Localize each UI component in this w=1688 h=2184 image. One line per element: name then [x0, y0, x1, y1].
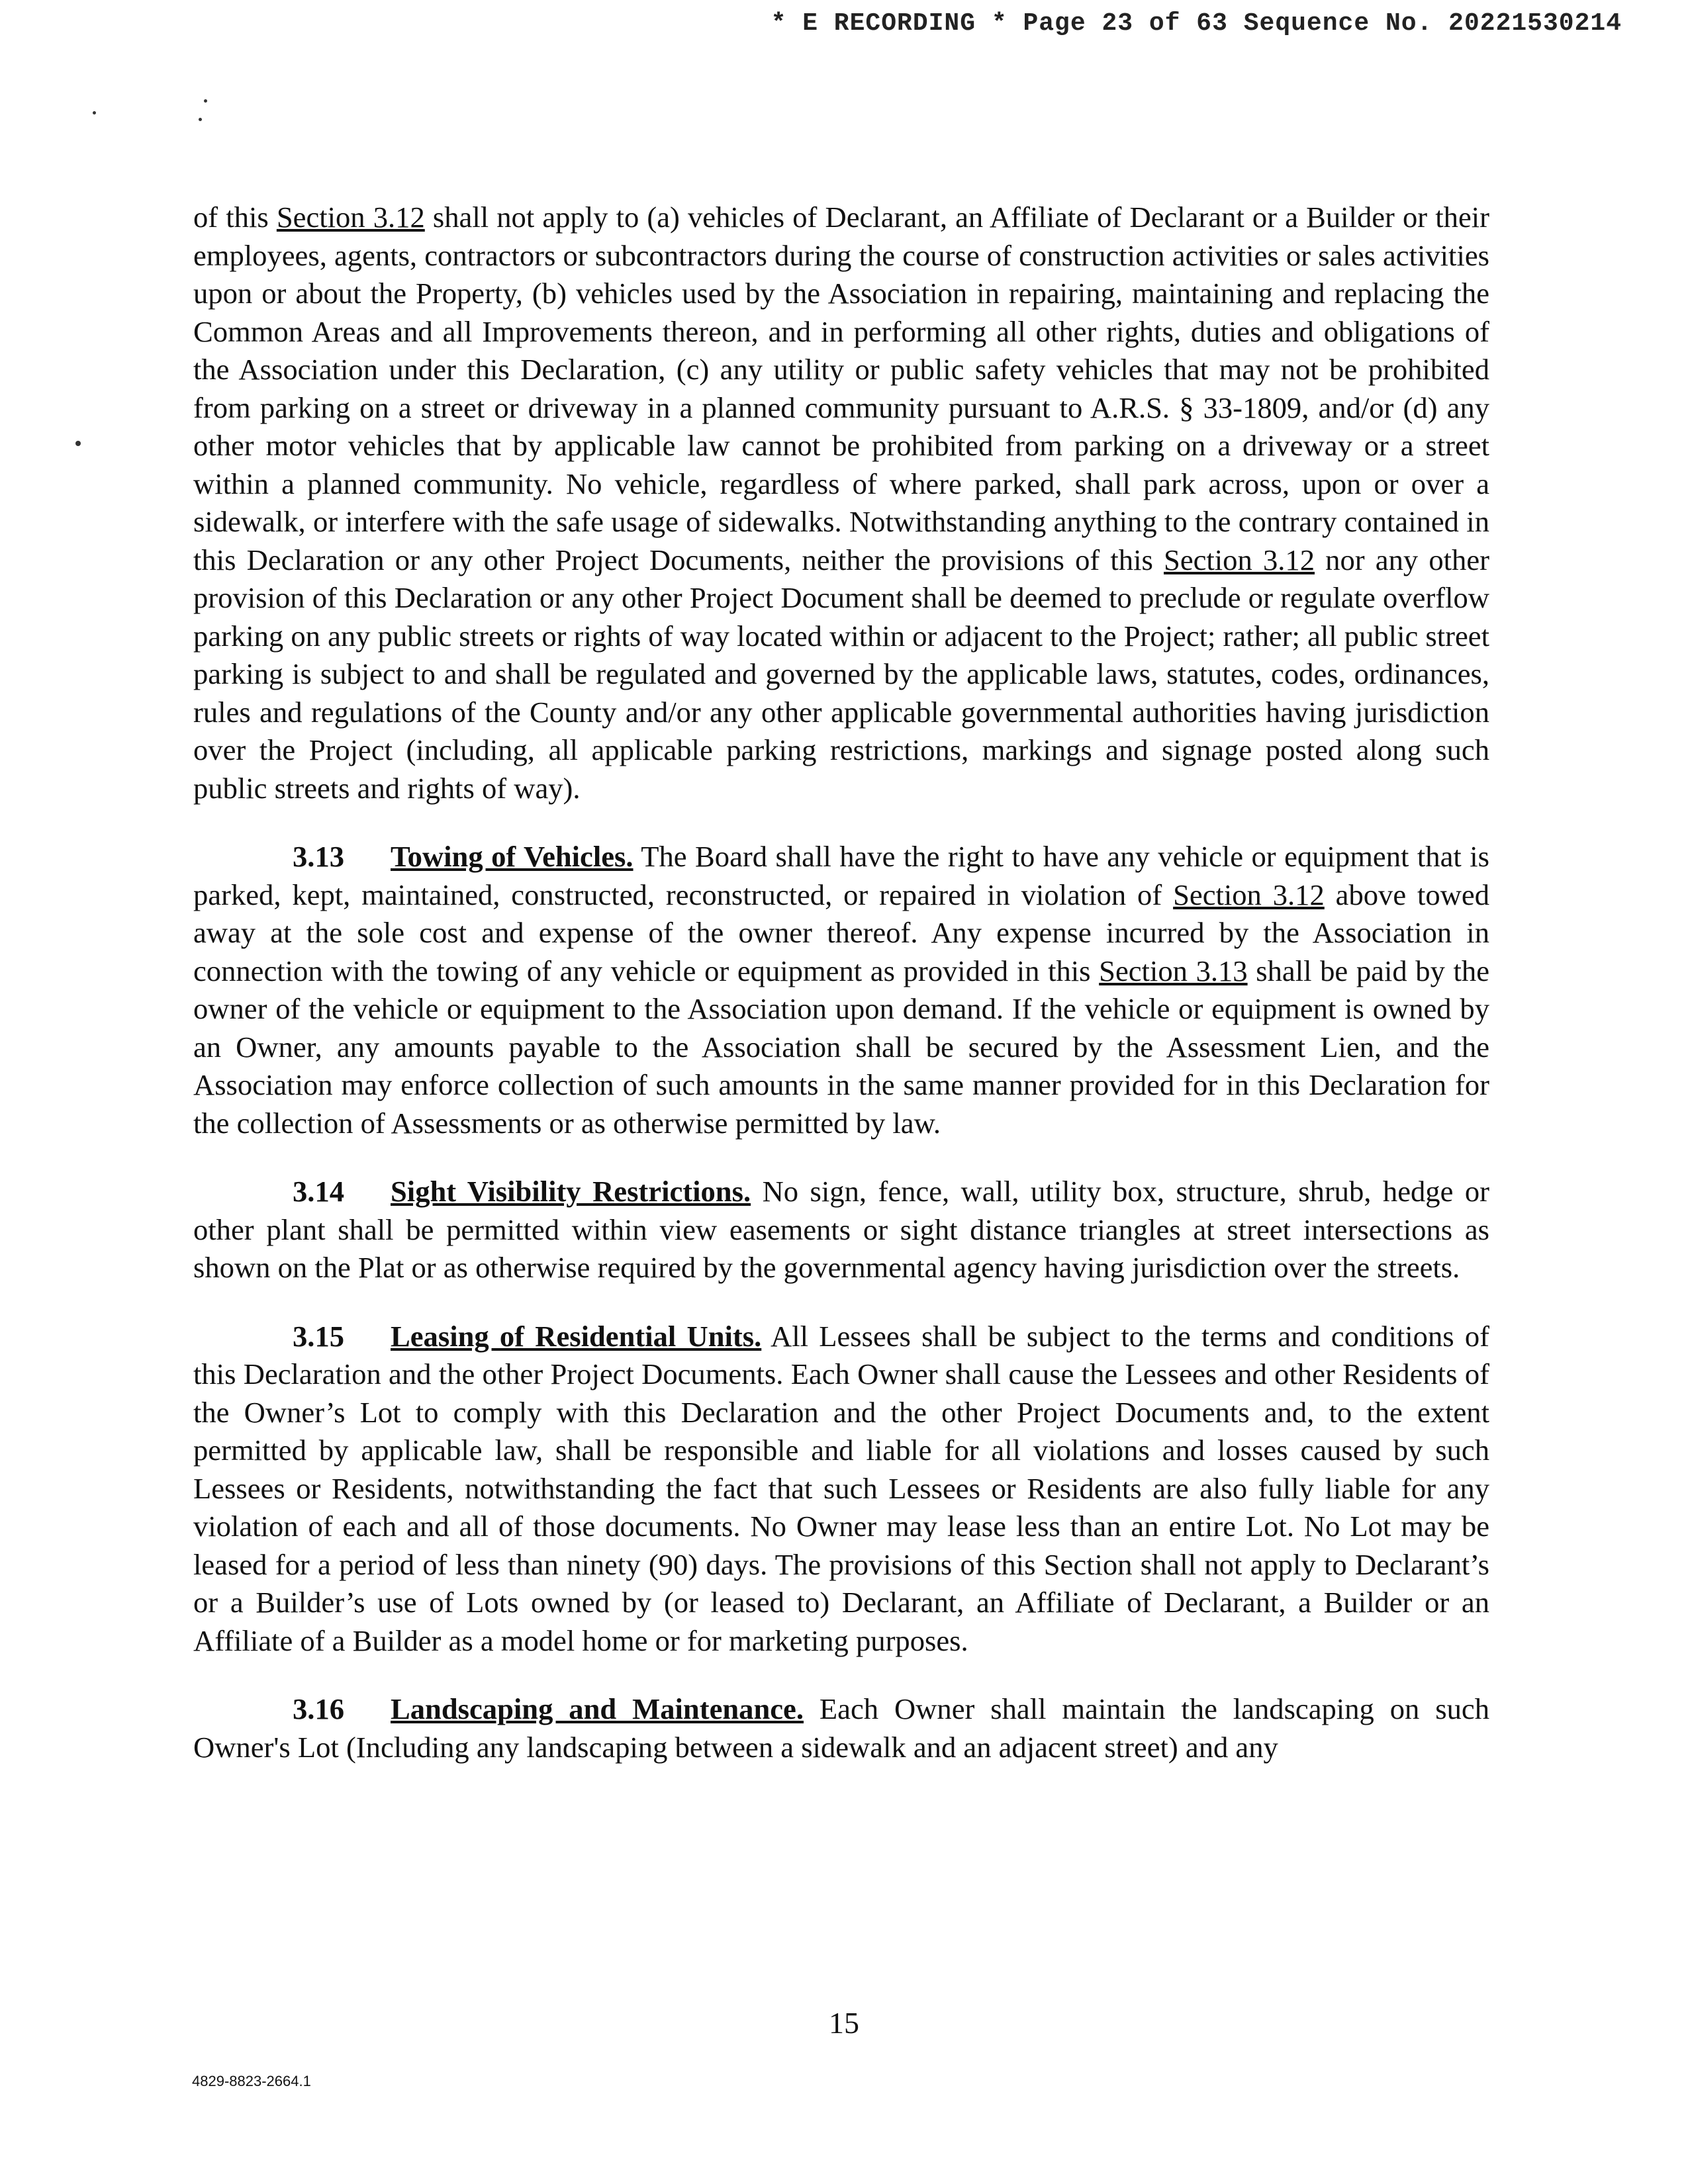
paragraph-parking-continuation: of this Section 3.12 shall not apply to (a) vehicles of Declarant, an Affiliate of Declarant or a Builder or their employees, agents, contractors or subcontractors during the course of construction activities or sales activities upon or about the Property, (b) vehicles used by the Association in repairing, maintaining and replacing the Common Areas and all Improvements thereon, and in performing all other rights, duties and obligations of the Association under this Declaration, (c) any utility or public safety vehicles that may not be prohibited from parking on a street or driveway in a planned community pursuant to A.R.S. § 33-1809, and/or (d) any other motor vehicles that by applicable law cannot be prohibited from parking on a driveway or a street within a planned community. No vehicle, regardless of where parked, shall park across, upon or over a sidewalk, or interfere with the safe usage of sidewalks. Notwithstanding anything to the contrary contained in this Declaration or any other Project Documents, neither the provisions of this Section 3.12 nor any other provision of this Declaration or any other Project Document shall be deemed to preclude or regulate overflow parking on any public streets or rights of way located within or adjacent to the Project; rather; all public street parking is subject to and shall be regulated and governed by the applicable laws, statutes, codes, ordinances, rules and regulations of the County and/or any other applicable governmental authorities having jurisdiction over the Project (including, all applicable parking restrictions, markings and signage posted along such public streets and rights of way).	[193, 201, 1490, 805]
section-heading: Leasing of Residential Units.	[391, 1319, 762, 1353]
section-heading: Towing of Vehicles.	[391, 840, 633, 873]
scan-speck	[93, 111, 96, 114]
section-reference: Section 3.12	[1164, 543, 1315, 576]
scan-speck	[75, 441, 81, 446]
section-3-13: 3.13 Towing of Vehicles. The Board shall have the right to have any vehicle or equipment that is parked, kept, maintained, constructed, reconstructed, or repaired in violation of Section 3.12 above towed away at the sole cost and expense of the owner thereof. Any expense incurred by the Association in connection with the towing of any vehicle or equipment as provided in this Section 3.13 shall be paid by the owner of the vehicle or equipment to the Association upon demand. If the vehicle or equipment is owned by an Owner, any amounts payable to the Association shall be secured by the Assessment Lien, and the Association may enforce collection of such amounts in the same manner provided for in this Declaration for the collection of Assessments or as otherwise permitted by law.	[193, 838, 1489, 1142]
section-number: 3.14	[293, 1175, 345, 1208]
section-3-14: 3.14 Sight Visibility Restrictions. No sign, fence, wall, utility box, structure, shrub, hedge or other plant shall be permitted within view easements or sight distance triangles at street intersections as shown on the Plat or as otherwise required by the governmental agency having jurisdiction over the streets.	[193, 1173, 1489, 1287]
document-body	[193, 199, 1489, 1797]
page-number: 15	[829, 2006, 859, 2040]
section-reference: Section 3.13	[1099, 954, 1248, 987]
document-id: 4829-8823-2664.1	[192, 2073, 311, 2089]
section-heading: Sight Visibility Restrictions.	[391, 1175, 751, 1208]
section-reference: Section 3.12	[1173, 878, 1325, 911]
section-number: 3.16	[293, 1692, 345, 1725]
section-3-16: 3.16 Landscaping and Maintenance. Each Owner shall maintain the landscaping on such Owner's Lot (Including any landscaping between a sidewalk and an adjacent street) and any	[193, 1690, 1489, 1766]
recording-stamp: * E RECORDING * Page 23 of 63 Sequence No. 20221530214	[771, 9, 1622, 38]
section-reference: Section 3.12	[276, 201, 425, 234]
scan-speck	[199, 118, 202, 121]
section-number: 3.13	[293, 840, 345, 873]
scan-speck	[204, 99, 207, 103]
section-heading: Landscaping and Maintenance.	[391, 1692, 804, 1725]
section-number: 3.15	[293, 1319, 345, 1353]
section-3-15: 3.15 Leasing of Residential Units. All Lessees shall be subject to the terms and conditions of this Declaration and the other Project Documents. Each Owner shall cause the Lessees and other Residents of the Owner’s Lot to comply with this Declaration and the other Project Documents and, to the extent permitted by applicable law, shall be responsible and liable for all violations and losses caused by such Lessees or Residents, notwithstanding the fact that such Lessees or Residents are also fully liable for any violation of each and all of those documents. No Owner may lease less than an entire Lot. No Lot may be leased for a period of less than ninety (90) days. The provisions of this Section shall not apply to Declarant’s or a Builder’s use of Lots owned by (or leased to) Declarant, an Affiliate of Declarant, a Builder or an Affiliate of a Builder as a model home or for marketing purposes.	[193, 1318, 1489, 1661]
